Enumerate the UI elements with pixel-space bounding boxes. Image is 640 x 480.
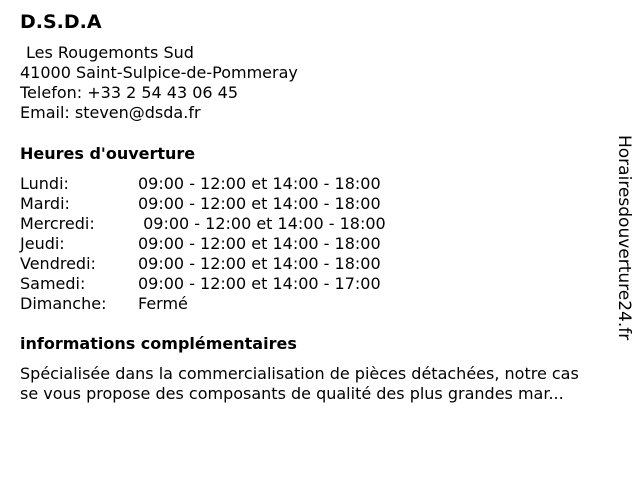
day-hours: 09:00 - 12:00 et 14:00 - 18:00 <box>138 254 381 273</box>
day-label: Samedi: <box>20 274 86 293</box>
phone-number: Telefon: +33 2 54 43 06 45 <box>20 83 239 102</box>
address-block <box>20 43 298 123</box>
additional-info-text <box>20 364 620 404</box>
info-text-line: Spécialisée dans la commercialisation de pièces détachées, notre cas <box>20 364 579 383</box>
day-hours: 09:00 - 12:00 et 14:00 - 18:00 <box>138 214 386 233</box>
info-text-line: se vous propose des composants de qualité des plus grandes mar... <box>20 384 564 403</box>
hours-row <box>20 294 386 314</box>
hours-row <box>20 194 386 214</box>
hours-row <box>20 234 386 254</box>
day-label: Dimanche: <box>20 294 107 313</box>
street-address: Les Rougemonts Sud <box>26 43 194 62</box>
day-label: Vendredi: <box>20 254 96 273</box>
opening-hours-table <box>20 174 386 314</box>
hours-row <box>20 214 386 234</box>
day-label: Mardi: <box>20 194 70 213</box>
day-label: Jeudi: <box>20 234 65 253</box>
email-address: Email: steven@dsda.fr <box>20 103 201 122</box>
day-label: Mercredi: <box>20 214 95 233</box>
hours-row <box>20 174 386 194</box>
day-hours: 09:00 - 12:00 et 14:00 - 17:00 <box>138 274 381 293</box>
opening-hours-heading: Heures d'ouverture <box>20 144 196 163</box>
day-hours: 09:00 - 12:00 et 14:00 - 18:00 <box>138 174 381 193</box>
day-label: Lundi: <box>20 174 69 193</box>
site-watermark: Horairesdouverture24.fr <box>614 135 634 341</box>
day-hours: Fermé <box>138 294 188 313</box>
business-name: D.S.D.A <box>20 11 102 33</box>
day-hours: 09:00 - 12:00 et 14:00 - 18:00 <box>138 194 381 213</box>
hours-row <box>20 254 386 274</box>
day-hours: 09:00 - 12:00 et 14:00 - 18:00 <box>138 234 381 253</box>
additional-info-heading: informations complémentaires <box>20 334 297 353</box>
city-address: 41000 Saint-Sulpice-de-Pommeray <box>20 63 298 82</box>
hours-row <box>20 274 386 294</box>
